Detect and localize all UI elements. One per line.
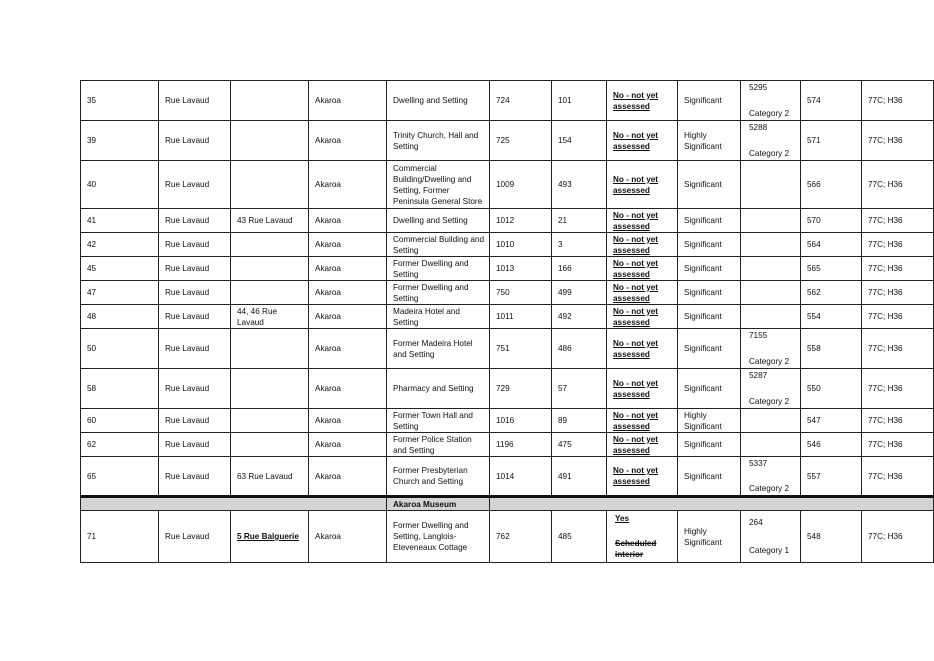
cell-ref: 729 (490, 369, 552, 409)
cell-map: 562 (801, 281, 862, 305)
cell-map: 554 (801, 305, 862, 329)
cell-alt-address[interactable] (231, 511, 309, 563)
group-spacer-cell (490, 497, 934, 511)
cell-map: 574 (801, 81, 862, 121)
cell-number: 48 (81, 305, 159, 329)
cell-ref: 762 (490, 511, 552, 563)
cell-street: Rue Lavaud (159, 369, 231, 409)
cell-description: Former Dwelling and Setting (387, 257, 490, 281)
cell-assessed: No - not yet assessed (607, 209, 678, 233)
cell-assessed: No - not yet assessed (607, 409, 678, 433)
table-row (81, 257, 934, 281)
table-row (81, 369, 934, 409)
listing-category: Category 2 (749, 484, 790, 493)
cell-street: Rue Lavaud (159, 281, 231, 305)
cell-town: Akaroa (309, 209, 387, 233)
cell-town: Akaroa (309, 305, 387, 329)
cell-street: Rue Lavaud (159, 511, 231, 563)
listing-number: 5288 (749, 123, 768, 132)
cell-ref: 1016 (490, 409, 552, 433)
cell-street: Rue Lavaud (159, 233, 231, 257)
cell-number: 47 (81, 281, 159, 305)
cell-town: Akaroa (309, 433, 387, 457)
cell-description: Former Dwelling and Setting (387, 281, 490, 305)
cell-alt-address: 63 Rue Lavaud (231, 457, 309, 497)
cell-significance: Significant (678, 81, 741, 121)
cell-significance: Significant (678, 433, 741, 457)
table-row (81, 329, 934, 369)
cell-item: 166 (552, 257, 607, 281)
cell-town: Akaroa (309, 161, 387, 209)
cell-significance: Significant (678, 209, 741, 233)
table-row (81, 81, 934, 121)
cell-assessed: No - not yet assessed (607, 161, 678, 209)
cell-listing (741, 121, 801, 161)
cell-town: Akaroa (309, 121, 387, 161)
cell-listing (741, 329, 801, 369)
cell-number: 58 (81, 369, 159, 409)
cell-description: Dwelling and Setting (387, 81, 490, 121)
cell-assessed: No - not yet assessed (607, 329, 678, 369)
cell-item: 101 (552, 81, 607, 121)
heritage-schedule-table (80, 80, 934, 563)
cell-ref: 1014 (490, 457, 552, 497)
table-row (81, 511, 934, 563)
cell-map: 564 (801, 233, 862, 257)
cell-assessed (607, 511, 678, 563)
cell-street: Rue Lavaud (159, 457, 231, 497)
cell-ref: 1013 (490, 257, 552, 281)
cell-assessed: No - not yet assessed (607, 433, 678, 457)
cell-alt-address (231, 281, 309, 305)
cell-description: Commercial Building and Setting (387, 233, 490, 257)
group-spacer-cell (81, 497, 387, 511)
cell-map: 550 (801, 369, 862, 409)
cell-map: 558 (801, 329, 862, 369)
cell-zone: 77C; H36 (862, 161, 934, 209)
cell-town: Akaroa (309, 369, 387, 409)
cell-description: Former Dwelling and Setting, Langlois-Eteveneaux Cottage (387, 511, 490, 563)
listing-category: Category 1 (749, 546, 790, 555)
cell-alt-address (231, 369, 309, 409)
cell-item: 491 (552, 457, 607, 497)
cell-assessed: No - not yet assessed (607, 233, 678, 257)
alt-address-link[interactable]: 5 Rue Balguerie (237, 532, 299, 541)
cell-map: 546 (801, 433, 862, 457)
cell-ref: 1011 (490, 305, 552, 329)
cell-street: Rue Lavaud (159, 409, 231, 433)
cell-map: 566 (801, 161, 862, 209)
cell-ref: 1196 (490, 433, 552, 457)
cell-description: Former Madeira Hotel and Setting (387, 329, 490, 369)
cell-alt-address (231, 409, 309, 433)
cell-street: Rue Lavaud (159, 257, 231, 281)
cell-alt-address: 44, 46 Rue Lavaud (231, 305, 309, 329)
table-row (81, 161, 934, 209)
cell-significance: Significant (678, 329, 741, 369)
cell-map: 557 (801, 457, 862, 497)
cell-alt-address (231, 161, 309, 209)
cell-assessed: No - not yet assessed (607, 305, 678, 329)
cell-zone: 77C; H36 (862, 257, 934, 281)
table-body (81, 81, 934, 563)
listing-category: Category 2 (749, 397, 790, 406)
cell-street: Rue Lavaud (159, 161, 231, 209)
cell-number: 71 (81, 511, 159, 563)
group-row (81, 497, 934, 511)
cell-significance: Highly Significant (678, 121, 741, 161)
cell-map: 570 (801, 209, 862, 233)
table-row (81, 433, 934, 457)
cell-alt-address (231, 81, 309, 121)
listing-number: 5287 (749, 371, 768, 380)
cell-zone: 77C; H36 (862, 457, 934, 497)
listing-category: Category 2 (749, 357, 790, 366)
cell-town: Akaroa (309, 281, 387, 305)
table-row (81, 409, 934, 433)
cell-significance: Significant (678, 457, 741, 497)
group-label-cell: Akaroa Museum (387, 497, 490, 511)
cell-listing (741, 433, 801, 457)
cell-item: 475 (552, 433, 607, 457)
cell-listing (741, 409, 801, 433)
cell-map: 547 (801, 409, 862, 433)
table-row (81, 121, 934, 161)
table-row (81, 281, 934, 305)
cell-alt-address: 43 Rue Lavaud (231, 209, 309, 233)
cell-significance: Significant (678, 281, 741, 305)
cell-item: 21 (552, 209, 607, 233)
cell-zone: 77C; H36 (862, 281, 934, 305)
cell-assessed: No - not yet assessed (607, 281, 678, 305)
cell-item: 499 (552, 281, 607, 305)
cell-zone: 77C; H36 (862, 329, 934, 369)
cell-item: 89 (552, 409, 607, 433)
cell-assessed: No - not yet assessed (607, 369, 678, 409)
listing-number: 7155 (749, 331, 768, 340)
cell-listing (741, 369, 801, 409)
cell-zone: 77C; H36 (862, 369, 934, 409)
cell-town: Akaroa (309, 511, 387, 563)
cell-item: 3 (552, 233, 607, 257)
listing-category: Category 2 (749, 109, 790, 118)
cell-description: Pharmacy and Setting (387, 369, 490, 409)
cell-ref: 751 (490, 329, 552, 369)
listing-number: 5295 (749, 83, 768, 92)
cell-listing (741, 511, 801, 563)
cell-listing (741, 233, 801, 257)
cell-significance: Significant (678, 305, 741, 329)
cell-number: 62 (81, 433, 159, 457)
cell-town: Akaroa (309, 457, 387, 497)
cell-ref: 1012 (490, 209, 552, 233)
cell-listing (741, 257, 801, 281)
cell-listing (741, 81, 801, 121)
cell-listing (741, 305, 801, 329)
cell-item: 492 (552, 305, 607, 329)
cell-street: Rue Lavaud (159, 433, 231, 457)
assessed-struck: Scheduled interior (615, 539, 657, 559)
table-row (81, 457, 934, 497)
cell-number: 35 (81, 81, 159, 121)
table-row (81, 305, 934, 329)
listing-category: Category 2 (749, 149, 790, 158)
cell-zone: 77C; H36 (862, 81, 934, 121)
cell-town: Akaroa (309, 233, 387, 257)
cell-zone: 77C; H36 (862, 511, 934, 563)
cell-map: 565 (801, 257, 862, 281)
cell-zone: 77C; H36 (862, 121, 934, 161)
cell-ref: 750 (490, 281, 552, 305)
cell-description: Dwelling and Setting (387, 209, 490, 233)
cell-alt-address (231, 433, 309, 457)
cell-ref: 724 (490, 81, 552, 121)
cell-assessed: No - not yet assessed (607, 457, 678, 497)
cell-number: 65 (81, 457, 159, 497)
cell-ref: 1010 (490, 233, 552, 257)
cell-assessed: No - not yet assessed (607, 257, 678, 281)
cell-description: Commercial Building/Dwelling and Setting, Former Peninsula General Store (387, 161, 490, 209)
cell-street: Rue Lavaud (159, 209, 231, 233)
cell-significance: Highly Significant (678, 409, 741, 433)
cell-listing (741, 161, 801, 209)
cell-ref: 1009 (490, 161, 552, 209)
cell-alt-address (231, 257, 309, 281)
table-row (81, 209, 934, 233)
cell-street: Rue Lavaud (159, 121, 231, 161)
cell-significance: Significant (678, 369, 741, 409)
cell-significance: Significant (678, 257, 741, 281)
cell-item: 57 (552, 369, 607, 409)
cell-item: 485 (552, 511, 607, 563)
cell-town: Akaroa (309, 257, 387, 281)
cell-map: 571 (801, 121, 862, 161)
cell-item: 486 (552, 329, 607, 369)
cell-number: 41 (81, 209, 159, 233)
cell-description: Former Presbyterian Church and Setting (387, 457, 490, 497)
cell-significance: Highly Significant (678, 511, 741, 563)
cell-significance: Significant (678, 233, 741, 257)
cell-street: Rue Lavaud (159, 81, 231, 121)
cell-zone: 77C; H36 (862, 409, 934, 433)
cell-item: 493 (552, 161, 607, 209)
cell-zone: 77C; H36 (862, 233, 934, 257)
cell-number: 39 (81, 121, 159, 161)
listing-number: 5337 (749, 459, 768, 468)
cell-town: Akaroa (309, 329, 387, 369)
cell-significance: Significant (678, 161, 741, 209)
cell-map: 548 (801, 511, 862, 563)
cell-number: 60 (81, 409, 159, 433)
cell-street: Rue Lavaud (159, 305, 231, 329)
cell-description: Trinity Church, Hall and Setting (387, 121, 490, 161)
cell-listing (741, 281, 801, 305)
assessed-yes: Yes (615, 514, 630, 523)
cell-alt-address (231, 233, 309, 257)
cell-ref: 725 (490, 121, 552, 161)
cell-number: 40 (81, 161, 159, 209)
cell-listing (741, 457, 801, 497)
cell-zone: 77C; H36 (862, 209, 934, 233)
cell-description: Madeira Hotel and Setting (387, 305, 490, 329)
cell-description: Former Police Station and Setting (387, 433, 490, 457)
cell-number: 45 (81, 257, 159, 281)
table-row (81, 233, 934, 257)
cell-alt-address (231, 121, 309, 161)
listing-number: 264 (749, 518, 763, 527)
cell-town: Akaroa (309, 409, 387, 433)
cell-street: Rue Lavaud (159, 329, 231, 369)
cell-number: 42 (81, 233, 159, 257)
cell-number: 50 (81, 329, 159, 369)
cell-zone: 77C; H36 (862, 305, 934, 329)
cell-description: Former Town Hall and Setting (387, 409, 490, 433)
cell-listing (741, 209, 801, 233)
cell-assessed: No - not yet assessed (607, 81, 678, 121)
cell-alt-address (231, 329, 309, 369)
cell-town: Akaroa (309, 81, 387, 121)
cell-zone: 77C; H36 (862, 433, 934, 457)
cell-assessed: No - not yet assessed (607, 121, 678, 161)
cell-item: 154 (552, 121, 607, 161)
